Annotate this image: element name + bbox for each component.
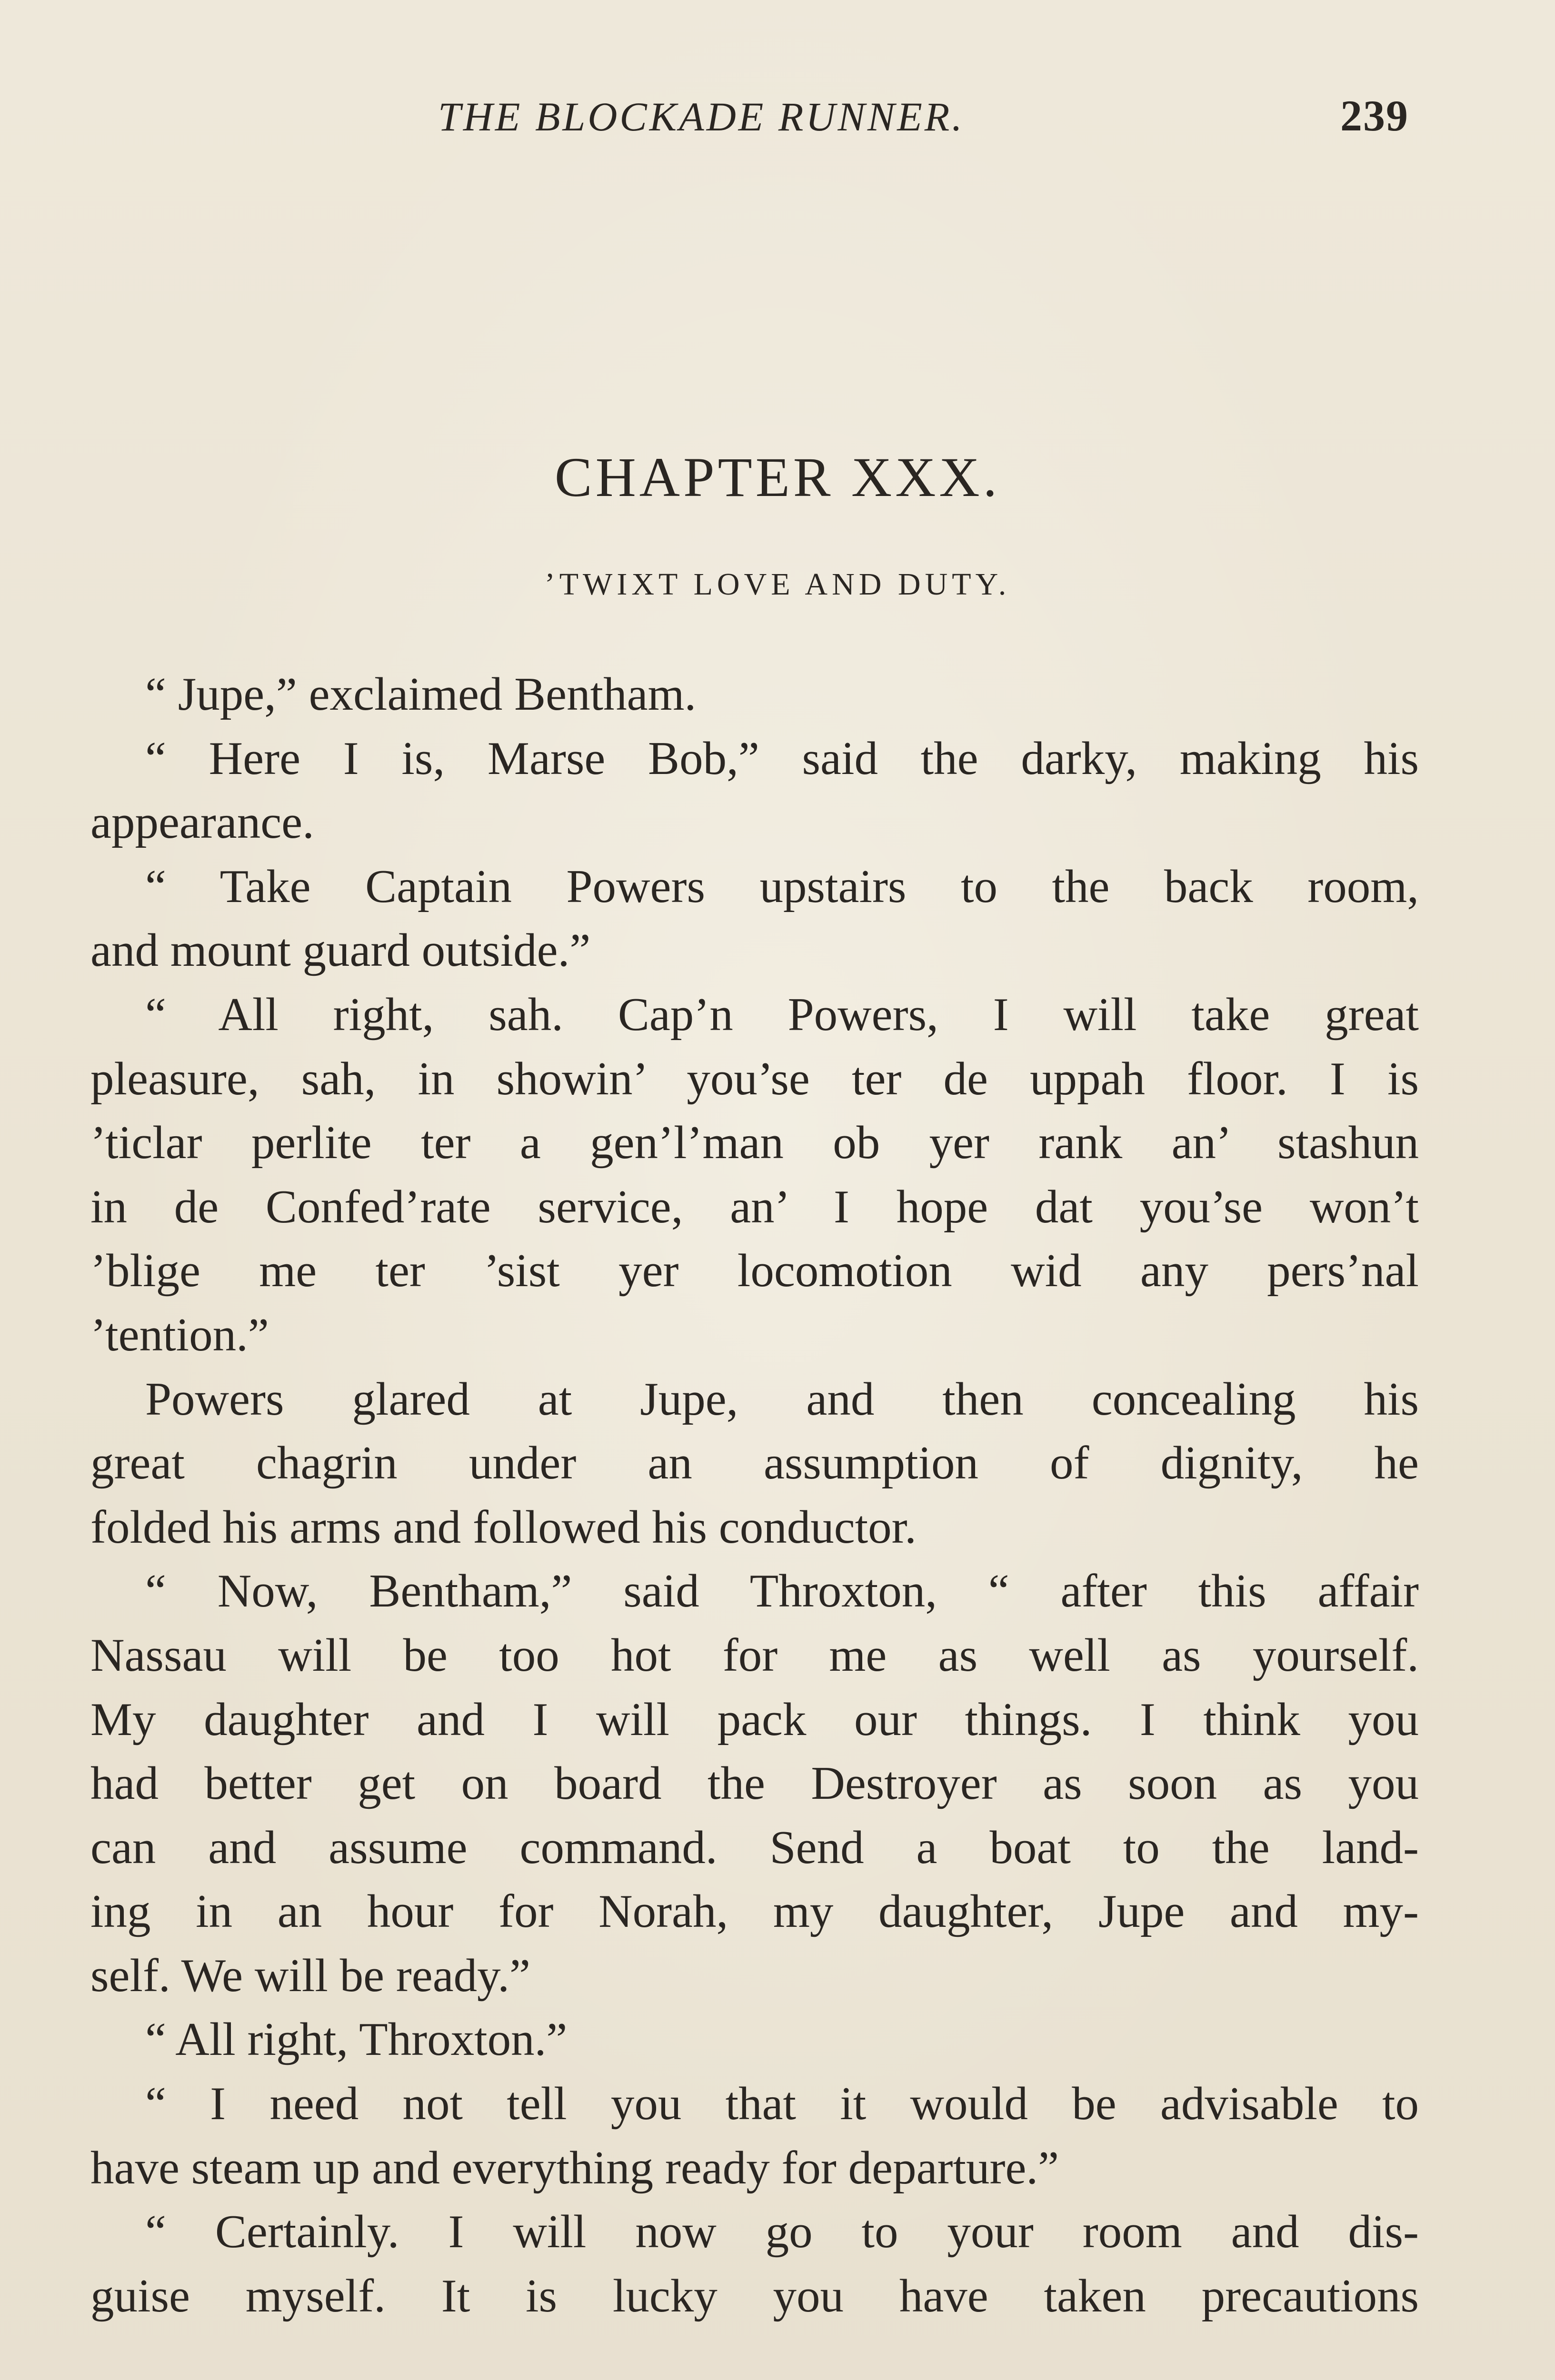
paragraph	[90, 1368, 1419, 1560]
text-line: and mount guard outside.”	[90, 924, 591, 977]
text-line: can and assume command. Send a boat to the land-	[90, 1821, 1419, 1874]
text-line: “ Certainly. I will now go to your room and dis-	[145, 2206, 1419, 2258]
text-line: folded his arms and followed his conductor.	[90, 1501, 917, 1553]
paragraph	[90, 983, 1419, 1368]
text-line: ’blige me ter ’sist yer locomotion wid any pers’nal	[90, 1245, 1419, 1297]
text-line: “ Here I is, Marse Bob,” said the darky, making his	[145, 732, 1419, 784]
text-line: ’tention.”	[90, 1309, 269, 1361]
text-line: Nassau will be too hot for me as well as yourself.	[90, 1629, 1419, 1681]
text-line: ing in an hour for Norah, my daughter, Jupe and my-	[90, 1885, 1419, 1938]
text-line: “ Take Captain Powers upstairs to the back room,	[145, 860, 1419, 912]
paragraph	[90, 727, 1419, 855]
text-line: pleasure, sah, in showin’ you’se ter de uppah floor. I is	[90, 1052, 1419, 1105]
text-line: “ All right, Throxton.”	[145, 2013, 568, 2066]
paragraph	[90, 855, 1419, 983]
body-text	[90, 663, 1419, 2328]
paragraph	[90, 2072, 1419, 2200]
paragraph	[90, 2200, 1419, 2328]
text-line: self. We will be ready.”	[90, 1949, 530, 2002]
text-line: “ Jupe,” exclaimed Bentham.	[145, 668, 697, 720]
chapter-title: CHAPTER XXX.	[554, 446, 1001, 508]
text-line: Powers glared at Jupe, and then concealing his	[145, 1373, 1419, 1425]
text-line: have steam up and everything ready for departure.”	[90, 2142, 1059, 2194]
paragraph	[90, 663, 1419, 727]
paragraph	[90, 2008, 1419, 2072]
text-line: “ I need not tell you that it would be advisable to	[145, 2078, 1419, 2130]
text-line: “ All right, sah. Cap’n Powers, I will take great	[145, 988, 1419, 1041]
running-head: THE BLOCKADE RUNNER.	[438, 94, 965, 139]
paragraph	[90, 1559, 1419, 2008]
text-line: in de Confed’rate service, an’ I hope dat you’se won’t	[90, 1180, 1419, 1233]
text-line: great chagrin under an assumption of dignity, he	[90, 1437, 1419, 1489]
text-line: ’ticlar perlite ter a gen’l’man ob yer rank an’ stashun	[90, 1117, 1419, 1169]
text-line: guise myself. It is lucky you have taken precautions	[90, 2270, 1419, 2322]
page-number: 239	[1340, 91, 1409, 140]
text-line: “ Now, Bentham,” said Throxton, “ after this affair	[145, 1565, 1419, 1617]
chapter-subtitle: ’TWIXT LOVE AND DUTY.	[544, 567, 1011, 602]
text-line: had better get on board the Destroyer as soon as you	[90, 1757, 1419, 1810]
text-line: appearance.	[90, 796, 314, 849]
text-line: My daughter and I will pack our things. I think you	[90, 1693, 1419, 1745]
